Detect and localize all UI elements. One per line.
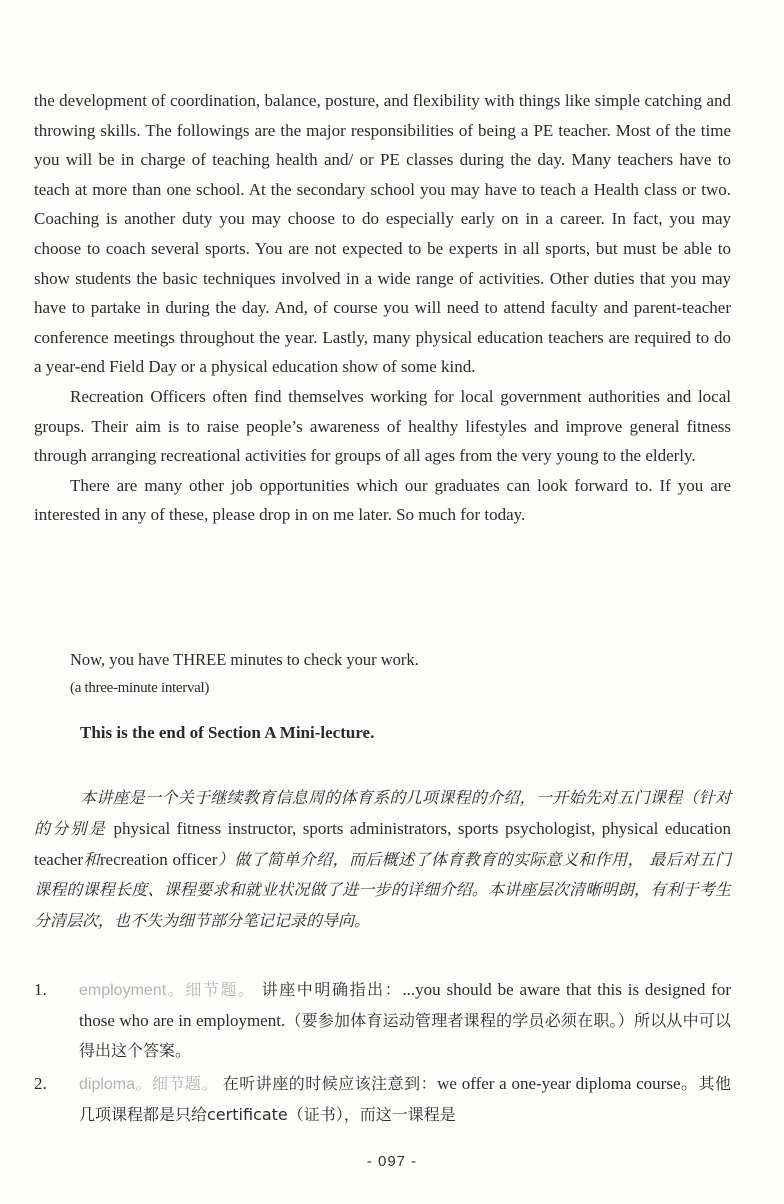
item-explanation: 其他几项课程都是只给certificate（证书），而这一课程是 — [79, 1074, 731, 1124]
answer-keyword: diploma。细节题。 — [79, 1076, 218, 1093]
item-body — [79, 975, 731, 1066]
item-quote: ...you should be aware that this is designed for those who are in employment. — [79, 980, 731, 1030]
summary-course5: recreation officer — [99, 849, 218, 869]
paragraph-pe-teacher: the development of coordination, balance, posture, and flexibility with things like simple catching and throwing skills. The followings are the major responsibilities of being a PE teacher. Most of the time you will be in charge of teaching health and/ or PE classes during the day. Many teachers have to teach at more than one school. At the secondary school you may have to teach a Health class or two. Coaching is another duty you may choose to do especially early on in a career. In fact, you may choose to coach several sports. You are not expected to be experts in all sports, but must be able to show students the basic techniques involved in a wide range of activities. Other duties that you may have to partake in during the day. And, of course you will need to attend faculty and parent-teacher conference meetings throughout the year. Lastly, many physical education teachers are required to do a year-end Field Day or a physical education show of some kind. — [34, 91, 731, 377]
item-number: 2. — [34, 1074, 47, 1093]
item-body — [79, 1069, 731, 1130]
body-text — [34, 86, 731, 530]
item-explanation: （要参加体育运动管理者课程的学员必须在职。）所以从中可以得出这个答案。 — [79, 1011, 731, 1060]
interval-note: (a three-minute interval) — [70, 680, 210, 696]
answer-item-2 — [34, 1069, 731, 1130]
summary-part2: ）做了简单介绍，而后概述了体育教育的实际意义和作用， 最后对五门课程的课程长度、课程要求和就业状况做了进一步的详细介绍。本讲座层次清晰明朗，有利于考生分清层次，也不失为细节部分笔记记录的导向。 — [34, 849, 731, 931]
answer-keyword: employment。细节题。 — [79, 982, 256, 999]
item-quote: we offer a one-year diploma course。 — [437, 1074, 699, 1093]
item-text: 讲座中明确指出： — [261, 980, 403, 999]
summary-courses: physical fitness instructor, sports administrators, sports psychologist, physical education teacher — [34, 818, 731, 869]
summary-part1: 本讲座是一个关于继续教育信息周的体育系的几项课程的介绍，一开始先对五门课程（针对的分别是 — [34, 788, 731, 838]
page-number: - 097 - — [366, 1153, 418, 1170]
item-number: 1. — [34, 980, 47, 999]
check-line: Now, you have THREE minutes to check your work. — [70, 650, 419, 669]
check-instructions — [70, 646, 419, 702]
item-text: 在听讲座的时候应该注意到： — [222, 1074, 438, 1093]
summary-and: 和 — [83, 849, 100, 869]
chinese-summary — [34, 783, 731, 937]
answer-item-1 — [34, 975, 731, 1066]
paragraph-recreation-officers: Recreation Officers often find themselves working for local government authorities and local groups. Their aim is to raise people’s awareness of healthy lifestyles and improve general fitness through arranging recreational activities for groups of all ages from the very young to the elderly. — [34, 386, 731, 466]
section-end-title: This is the end of Section A Mini-lecture. — [80, 723, 375, 742]
paragraph-closing: There are many other job opportunities which our graduates can look forward to. If you are interested in any of these, please drop in on me later. So much for today. — [34, 475, 731, 525]
